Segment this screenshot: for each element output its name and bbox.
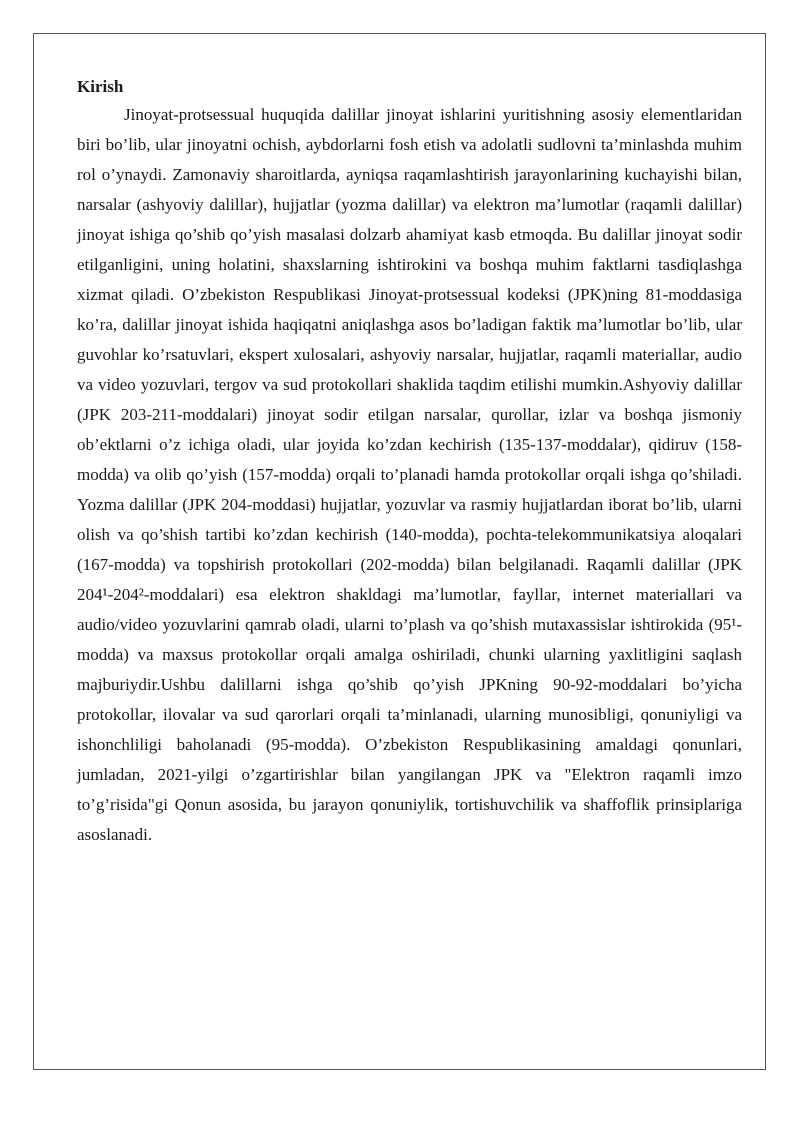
- body-paragraph: Jinoyat-protsessual huquqida dalillar jinoyat ishlarini yuritishning asosiy elementlaridan biri bo’lib, ular jinoyatni ochish, aybdorlarni fosh etish va adolatli sudlovni ta’minlashda muhim rol o’ynaydi. Zamonaviy sharoitlarda, ayniqsa raqamlashtirish jarayonlarining kuchayishi bilan, narsalar (ashyoviy dalillar), hujjatlar (yozma dalillar) va elektron ma’lumotlar (raqamli dalillar) jinoyat ishiga qo’shib qo’yish masalasi dolzarb ahamiyat kasb etmoqda. Bu dalillar jinoyat sodir etilganligini, uning holatini, shaxslarning ishtirokini va boshqa muhim faktlarni tasdiqlashga xizmat qiladi. O’zbekiston Respublikasi Jinoyat-protsessual kodeksi (JPK)ning 81-moddasiga ko’ra, dalillar jinoyat ishida haqiqatni aniqlashga asos bo’ladigan faktik ma’lumotlar bo’lib, ular guvohlar ko’rsatuvlari, ekspert xulosalari, ashyoviy narsalar, hujjatlar, raqamli materiallar, audio va video yozuvlari, tergov va sud protokollari shaklida taqdim etilishi mumkin.Ashyoviy dalillar (JPK 203-211-moddalari) jinoyat sodir etilgan narsalar, qurollar, izlar va boshqa jismoniy ob’ektlarni o’z ichiga oladi, ular joyida ko’zdan kechirish (135-137-moddalar), qidiruv (158-modda) va olib qo’yish (157-modda) orqali to’planadi hamda protokollar orqali ishga qo’shiladi. Yozma dalillar (JPK 204-moddasi) hujjatlar, yozuvlar va rasmiy hujjatlardan iborat bo’lib, ularni olish va qo’shish tartibi ko’zdan kechirish (140-modda), pochta-telekommunikatsiya aloqalari (167-modda) va topshirish protokollari (202-modda) bilan belgilanadi. Raqamli dalillar (JPK 204¹-204²-moddalari) esa elektron shakldagi ma’lumotlar, fayllar, internet materiallari va audio/video yozuvlarini qamrab oladi, ularni to’plash va qo’shish mutaxassislar ishtirokida (95¹-modda) va maxsus protokollar orqali amalga oshiriladi, chunki ularning yaxlitligini saqlash majburiydir.Ushbu dalillarni ishga qo’shib qo’yish JPKning 90-92-moddalari bo’yicha protokollar, ilovalar va sud qarorlari orqali ta’minlanadi, ularning munosibligi, qonuniyligi va ishonchliligi baholanadi (95-modda). O’zbekiston Respublikasining amaldagi qonunlari, jumladan, 2021-yilgi o’zgartirishlar bilan yangilangan JPK va "Elektron raqamli imzo to’g’risida"gi Qonun asosida, bu jarayon qonuniylik, tortishuvchilik va shaffoflik prinsiplariga asoslanadi.: [77, 105, 742, 844]
- document-body: [77, 74, 742, 850]
- section-heading: Kirish: [77, 77, 124, 96]
